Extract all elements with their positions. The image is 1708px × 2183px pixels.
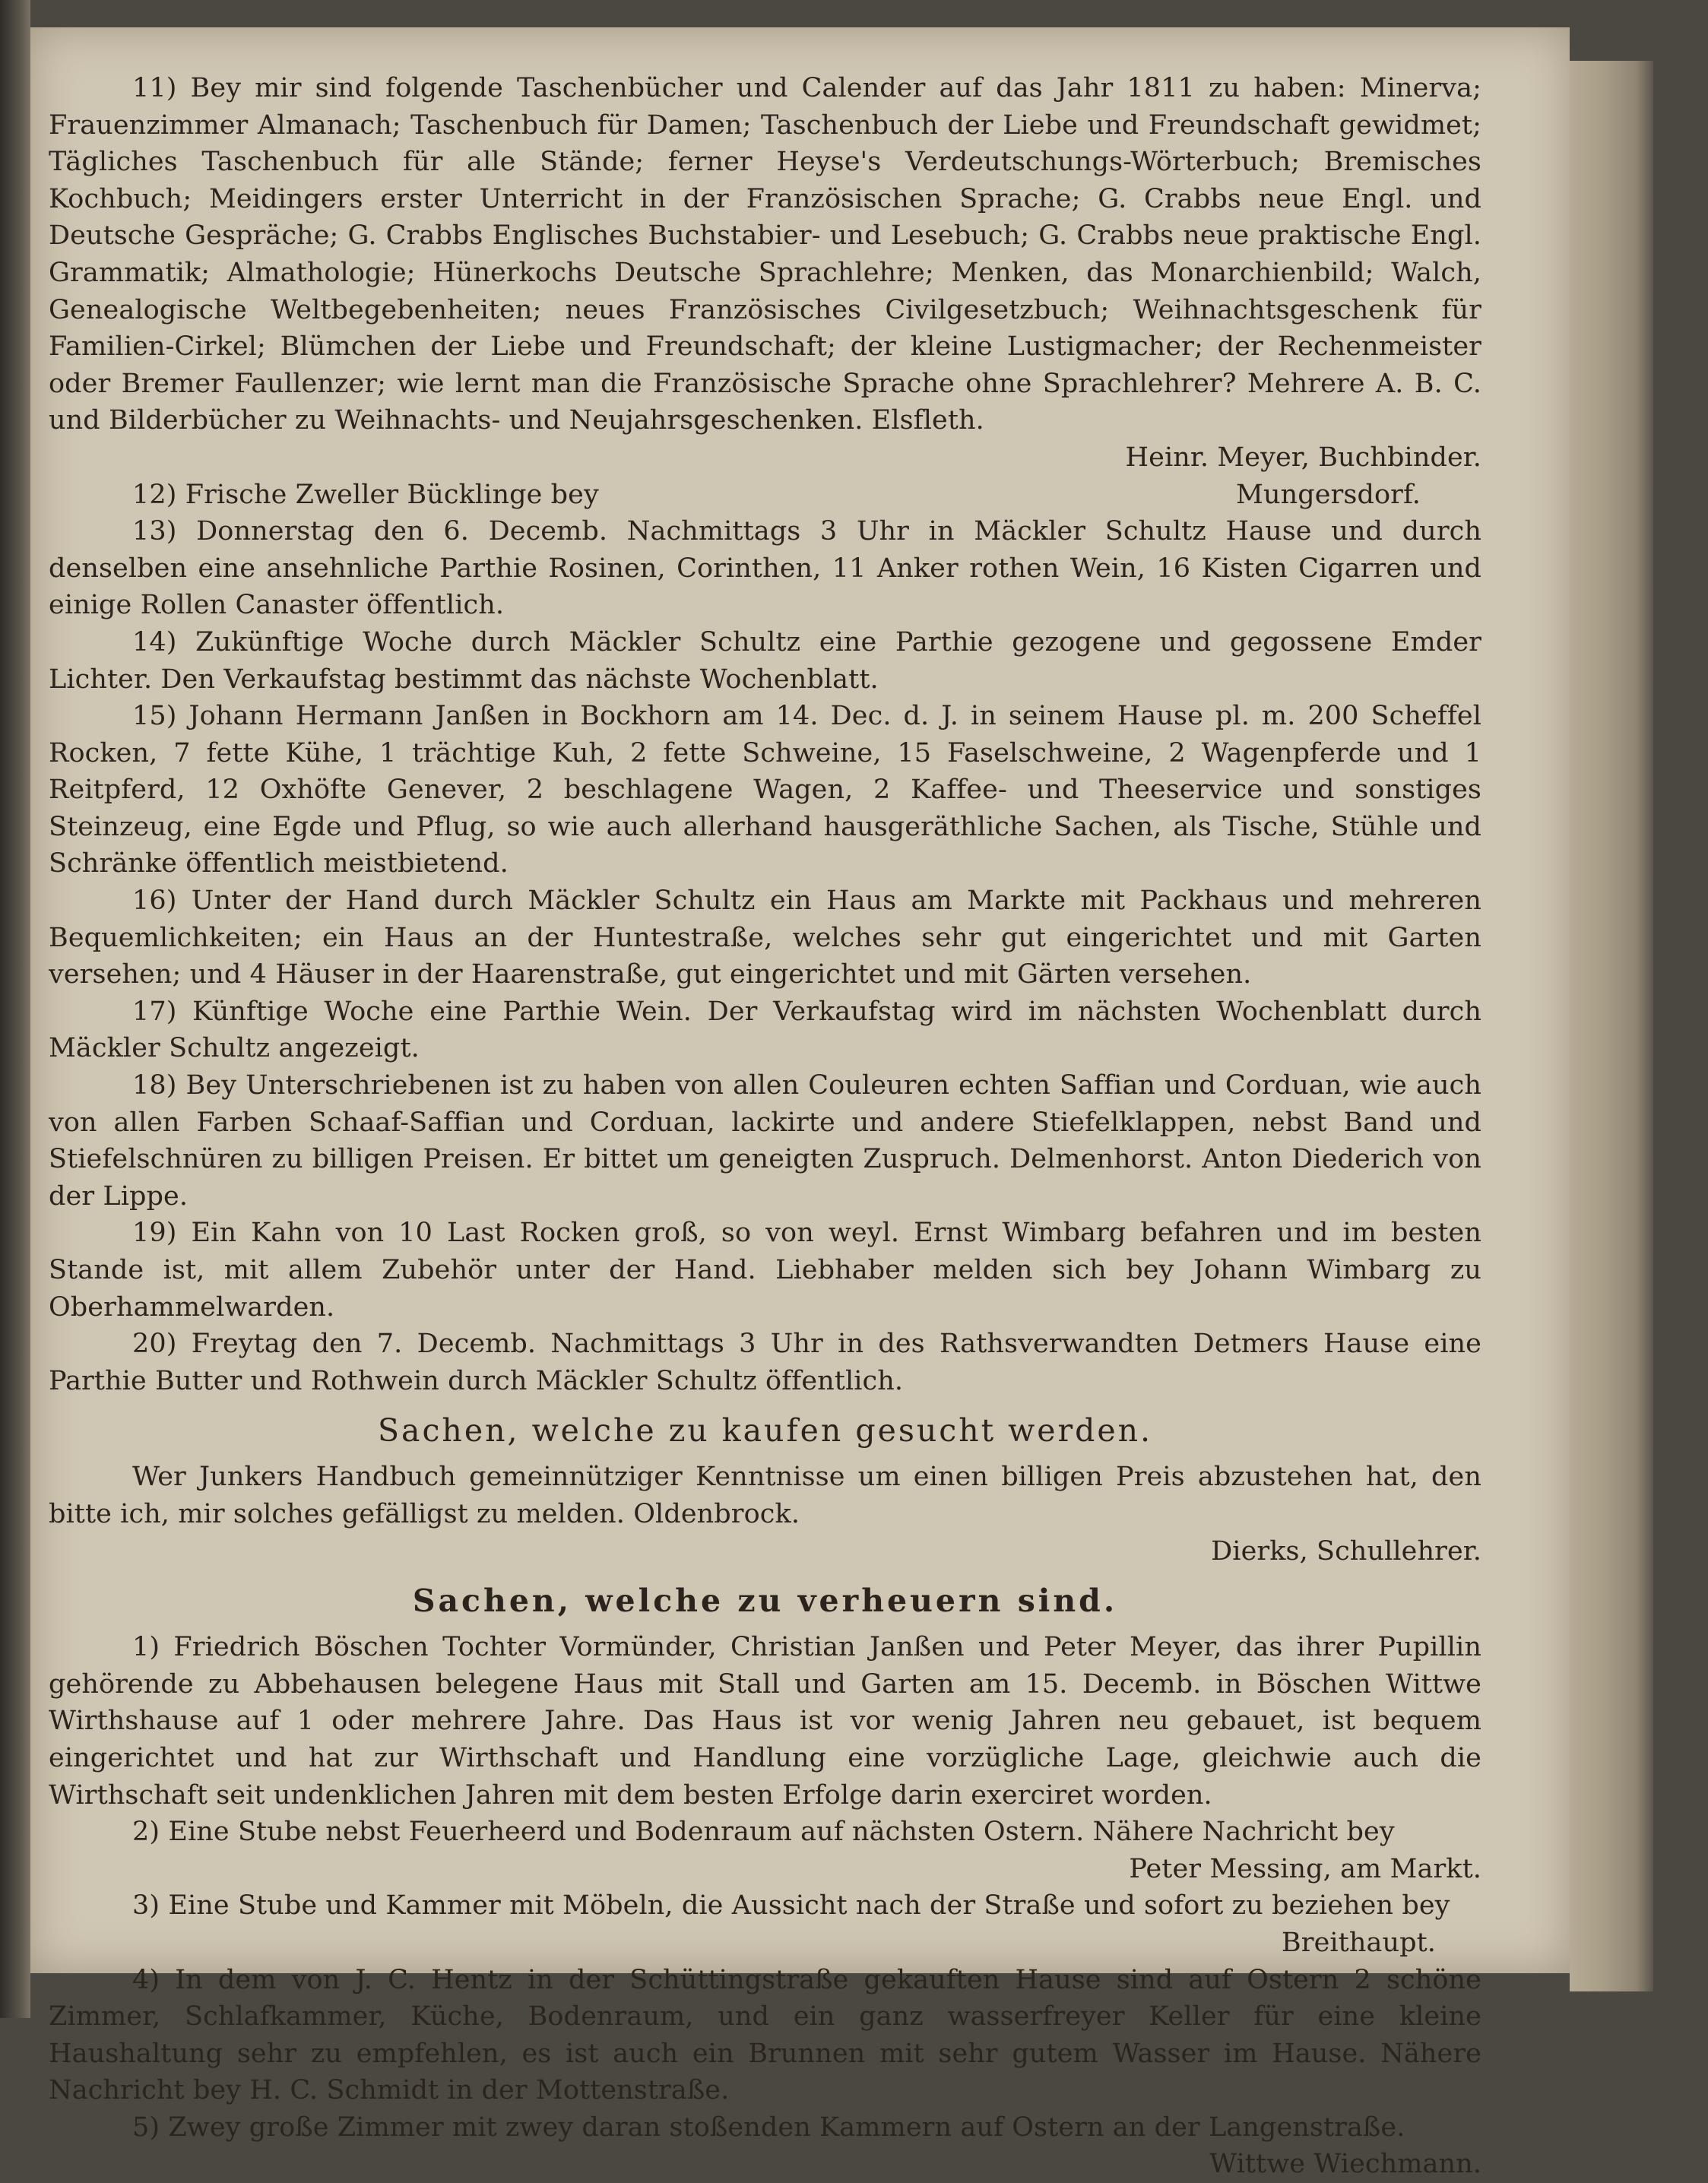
notice-text: Wer Junkers Handbuch gemeinnütziger Kenntnisse um einen billigen Preis abzustehen hat, den bitte ich, mir solches gefälligst zu melden. Oldenbrock. — [49, 1462, 1481, 1529]
section-heading-buy: Sachen, welche zu kaufen gesucht werden. — [377, 1412, 1153, 1450]
notice-signature: Wittwe Wiechmann. — [1209, 2149, 1481, 2180]
notice-text: 5) Zwey große Zimmer mit zwey daran stoßenden Kammern auf Ostern an der Langenstraße. — [132, 2112, 1405, 2143]
notice-12 — [49, 477, 1481, 514]
page-edge-stack — [1570, 61, 1653, 1991]
section-heading-rent: Sachen, welche zu verheuern sind. — [412, 1583, 1118, 1620]
page-text — [49, 70, 1481, 2183]
notice-20: 20) Freytag den 7. Decemb. Nachmittags 3 Uhr in des Rathsverwandten Detmers Hause eine Parthie Butter und Rothwein durch Mäckler Schultz öffentlich. — [49, 1329, 1481, 1396]
notice-text: 2) Eine Stube nebst Feuerheerd und Bodenraum auf nächsten Ostern. Nähere Nachricht bey — [132, 1817, 1395, 1848]
notice-buy — [49, 1459, 1481, 1570]
notice-text: 3) Eine Stube und Kammer mit Möbeln, die Aussicht nach der Straße und sofort zu beziehen bey — [132, 1890, 1450, 1922]
notice-14: 14) Zukünftige Woche durch Mäckler Schultz eine Parthie gezogene und gegossene Emder Lichter. Den Verkaufstag bestimmt das nächste Wochenblatt. — [49, 626, 1481, 695]
notice-11 — [49, 70, 1481, 477]
notice-signature: Dierks, Schullehrer. — [1211, 1535, 1481, 1567]
notice-signature: Mungersdorf. — [1236, 479, 1421, 510]
notice-15: 15) Johann Hermann Janßen in Bockhorn am 14. Dec. d. J. in seinem Hause pl. m. 200 Scheffel Rocken, 7 fette Kühe, 1 trächtige Kuh, 2 fette Schweine, 15 Faselschweine, 2 Wagenpferde und 1 Reitpferd, 12 Oxhöfte Genever, 2 beschlagene Wagen, 2 Kaffee- und Theeservice und sonstiges Steinzeug, eine Egde und Pflug, so wie auch allerhand hausgeräthliche Sachen, als Tische, Stühle und Schränke öffentlich meistbietend. — [49, 701, 1481, 879]
rent-notice-5 — [49, 2109, 1481, 2183]
notice-18: 18) Bey Unterschriebenen ist zu haben von allen Couleuren echten Saffian und Corduan, wie auch von allen Farben Schaaf-Saffian und Corduan, lackirte und andere Stiefelklappen, nebst Band und Stiefelschnüren zu billigen Preisen. Er bittet um geneigten Zuspruch. Delmenhorst. Anton Diederich von der Lippe. — [49, 1070, 1481, 1212]
book-binding — [0, 0, 30, 2018]
rent-notice-1: 1) Friedrich Böschen Tochter Vormünder, Christian Janßen und Peter Meyer, das ihrer Pupillin gehörende zu Abbehausen belegene Haus mit Stall und Garten am 15. Decemb. in Böschen Wittwe Wirthshause auf 1 oder mehrere Jahre. Das Haus ist vor wenig Jahren neu gebauet, ist bequem eingerichtet und hat zur Wirthschaft und Handlung eine vorzügliche Lage, gleichwie auch die Wirthschaft seit undenklichen Jahren mit dem besten Erfolge darin exerciret worden. — [49, 1632, 1481, 1811]
notice-17: 17) Künftige Woche eine Parthie Wein. Der Verkaufstag wird im nächsten Wochenblatt durch Mäckler Schultz angezeigt. — [49, 996, 1481, 1064]
notice-text: 11) Bey mir sind folgende Taschenbücher und Calender auf das Jahr 1811 zu haben: Minerva; Frauenzimmer Almanach; Taschenbuch für Damen; Taschenbuch der Liebe und Freundschaft gewidmet; Tägliches Taschenbuch für alle Stände; ferner Heyse's Verdeutschungs-Wörterbuch; Bremisches Kochbuch; Meidingers erster Unterricht in der Französischen Sprache; G. Crabbs neue Engl. und Deutsche Gespräche; G. Crabbs Englisches Buchstabier- und Lesebuch; G. Crabbs neue praktische Engl. Grammatik; Almathologie; Hünerkochs Deutsche Sprachlehre; Menken, das Monarchienbild; Walch, Genealogische Weltbegebenheiten; neues Französisches Civilgesetzbuch; Weihnachtsgeschenk für Familien-Cirkel; Blümchen der Liebe und Freundschaft; der kleine Lustigmacher; der Rechenmeister oder Bremer Faullenzer; wie lernt man die Französische Sprache ohne Sprachlehrer? Mehrere A. B. C. und Bilderbücher zu Weihnachts- und Neujahrsgeschenken. Elsfleth. — [49, 73, 1481, 436]
notice-13: 13) Donnerstag den 6. Decemb. Nachmittags 3 Uhr in Mäckler Schultz Hause und durch denselben eine ansehnliche Parthie Rosinen, Corinthen, 11 Anker rothen Wein, 16 Kisten Cigarren und einige Rollen Canaster öffentlich. — [49, 516, 1481, 621]
notice-signature: Peter Messing, am Markt. — [1129, 1853, 1481, 1884]
notice-19: 19) Ein Kahn von 10 Last Rocken groß, so von weyl. Ernst Wimbarg befahren und im besten Stande ist, mit allem Zubehör unter der Hand. Liebhaber melden sich bey Johann Wimbarg zu Oberhammelwarden. — [49, 1218, 1481, 1323]
notice-text: 12) Frische Zweller Bücklinge bey — [132, 479, 599, 510]
rent-notice-2 — [49, 1814, 1481, 1887]
notice-signature: Heinr. Meyer, Buchbinder. — [1125, 442, 1481, 473]
notice-16: 16) Unter der Hand durch Mäckler Schultz ein Haus am Markte mit Packhaus und mehreren Bequemlichkeiten; ein Haus an der Huntestraße, welches sehr gut eingerichtet und mit Garten versehen; und 4 Häuser in der Haarenstraße, gut eingerichtet und mit Gärten versehen. — [49, 886, 1481, 990]
rent-notice-3 — [49, 1887, 1481, 1961]
notice-signature: Breithaupt. — [1281, 1927, 1436, 1958]
rent-notice-4: 4) In dem von J. C. Hentz in der Schüttingstraße gekauften Hause sind auf Ostern 2 schöne Zimmer, Schlafkammer, Küche, Bodenraum, und ein ganz wasserfreyer Keller für eine kleine Haushaltung sehr zu empfehlen, es ist auch ein Brunnen mit sehr gutem Wasser im Hause. Nähere Nachricht bey H. C. Schmidt in der Mottenstraße. — [49, 1964, 1481, 2106]
